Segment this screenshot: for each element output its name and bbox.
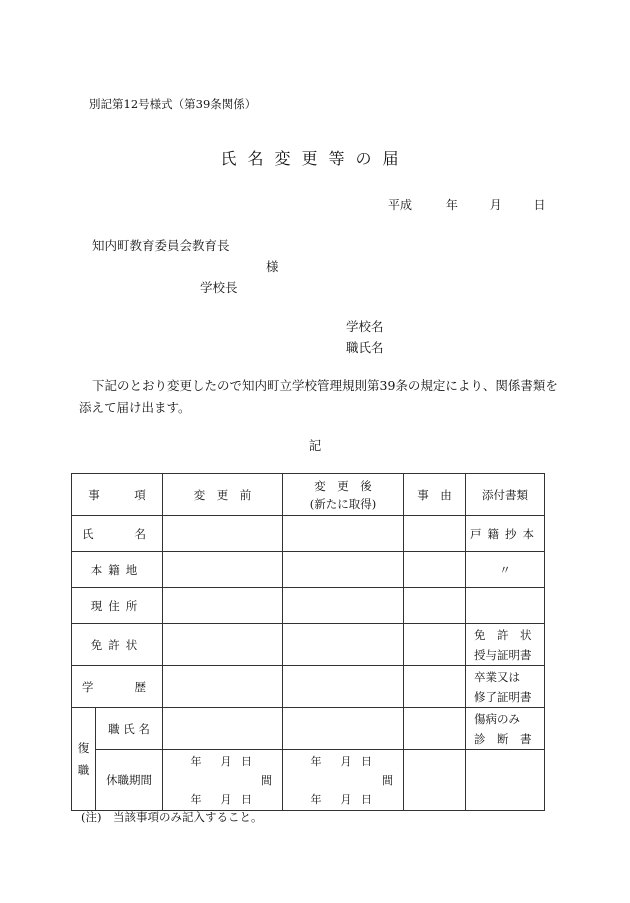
header-reason: 事 由 — [404, 474, 466, 516]
year-label: 年 — [310, 754, 322, 768]
before-cell[interactable] — [163, 708, 283, 750]
footnote: (注) 当該事項のみ記入すること。 — [81, 810, 263, 824]
reason-cell[interactable] — [404, 552, 466, 588]
document-title: 氏名変更等の届 — [220, 149, 410, 168]
month-label: 月 — [340, 754, 352, 768]
after-cell[interactable] — [283, 516, 404, 552]
form-reference: 別記第12号様式（第39条関係） — [89, 97, 257, 111]
attachment-line: 免 許 状 — [474, 627, 532, 642]
table-header-row — [72, 474, 545, 516]
row-attachment — [466, 588, 545, 624]
header-after-line1: 変 更 後 — [314, 478, 372, 493]
month-label: 月 — [220, 792, 232, 806]
date-day: 日 — [533, 198, 546, 212]
row-item: 休職期間 — [96, 750, 163, 811]
row-attachment — [466, 666, 545, 708]
reason-cell[interactable] — [404, 624, 466, 666]
before-cell[interactable] — [163, 624, 283, 666]
date-month: 月 — [489, 198, 502, 212]
after-cell[interactable] — [283, 750, 404, 811]
kan-label: 間 — [382, 773, 393, 787]
ki-heading: 記 — [308, 438, 322, 453]
header-item: 事 項 — [72, 474, 163, 516]
header-after — [283, 474, 404, 516]
row-item: 氏 名 — [72, 516, 163, 552]
before-cell[interactable] — [163, 666, 283, 708]
row-item: 本籍地 — [72, 552, 163, 588]
table-row — [72, 552, 545, 588]
table-row — [72, 624, 545, 666]
attachment-line: 卒業又は — [474, 669, 520, 684]
row-attachment: 〃 — [466, 552, 545, 588]
addressee-line1: 知内町教育委員会教育長 — [92, 238, 230, 253]
row-item: 職 氏 名 — [96, 708, 163, 750]
records-table — [71, 473, 545, 811]
before-cell[interactable] — [163, 516, 283, 552]
group-label-char: 職 — [77, 763, 90, 777]
table-row — [72, 666, 545, 708]
row-item: 免許状 — [72, 624, 163, 666]
table-row — [72, 588, 545, 624]
row-item: 現住所 — [72, 588, 163, 624]
day-label: 日 — [241, 754, 252, 768]
row-attachment — [466, 624, 545, 666]
fukushoku-group-label — [72, 708, 96, 811]
reason-cell[interactable] — [404, 750, 466, 811]
body-text: 下記のとおり変更したので知内町立学校管理規則第39条の規定により、関係書類を添えて届け出ます。 — [79, 378, 558, 415]
table-row — [72, 750, 545, 811]
before-cell[interactable] — [163, 588, 283, 624]
month-label: 月 — [340, 792, 352, 806]
header-before: 変 更 前 — [163, 474, 283, 516]
row-attachment: 戸籍抄本 — [466, 516, 545, 552]
after-cell[interactable] — [283, 666, 404, 708]
day-label: 日 — [241, 792, 252, 806]
year-label: 年 — [310, 792, 322, 806]
year-label: 年 — [190, 792, 202, 806]
addressee-honorific: 様 — [266, 259, 279, 274]
table-row — [72, 516, 545, 552]
date-year: 年 — [445, 198, 458, 212]
reason-cell[interactable] — [404, 516, 466, 552]
row-attachment — [466, 708, 545, 750]
day-label: 日 — [361, 792, 372, 806]
reason-cell[interactable] — [404, 666, 466, 708]
reason-cell[interactable] — [404, 708, 466, 750]
group-label-char: 復 — [77, 741, 90, 755]
after-cell[interactable] — [283, 552, 404, 588]
sender-staff-label: 職氏名 — [346, 340, 384, 355]
before-cell[interactable] — [163, 552, 283, 588]
addressee-line2: 学校長 — [200, 280, 238, 295]
year-label: 年 — [190, 754, 202, 768]
header-attachment: 添付書類 — [466, 474, 545, 516]
after-cell[interactable] — [283, 588, 404, 624]
row-item: 学 歴 — [72, 666, 163, 708]
attachment-cell — [466, 750, 545, 811]
table-row — [72, 708, 545, 750]
date-era: 平成 — [388, 198, 413, 212]
before-cell[interactable] — [163, 750, 283, 811]
reason-cell[interactable] — [404, 588, 466, 624]
kan-label: 間 — [261, 773, 272, 787]
month-label: 月 — [220, 754, 232, 768]
after-cell[interactable] — [283, 708, 404, 750]
attachment-line: 傷病のみ — [474, 711, 520, 726]
date-line — [388, 196, 546, 213]
attachment-line: 授与証明書 — [474, 647, 532, 662]
after-cell[interactable] — [283, 624, 404, 666]
attachment-line: 修了証明書 — [474, 689, 532, 704]
day-label: 日 — [361, 754, 372, 768]
header-after-line2: (新たに取得) — [309, 496, 377, 511]
sender-school-label: 学校名 — [346, 319, 384, 334]
attachment-line: 診 断 書 — [474, 731, 532, 746]
